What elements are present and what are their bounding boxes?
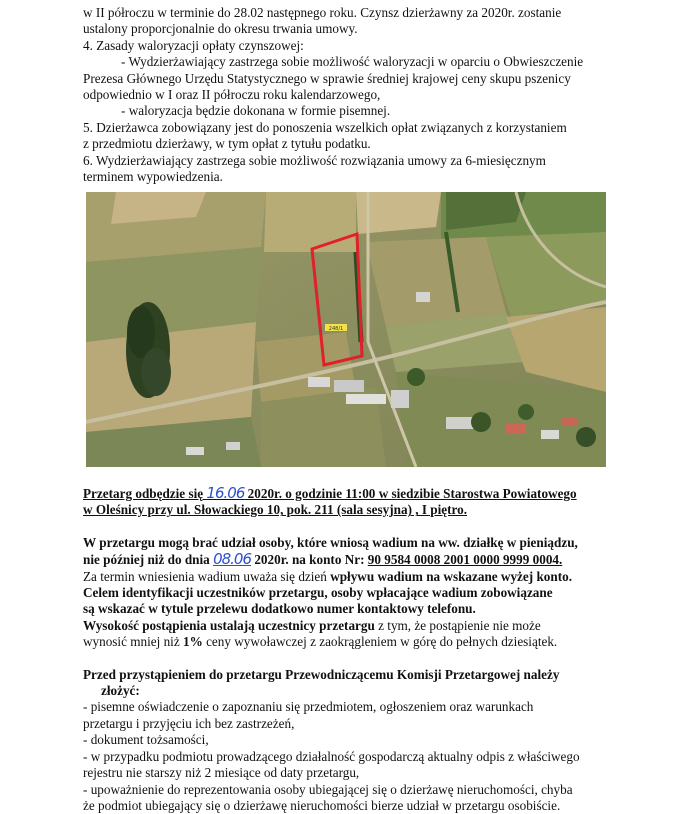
requirement-item: rejestru nie starszy niż 2 miesiące od daty przetargu, bbox=[83, 765, 360, 781]
auction-info-section bbox=[83, 485, 608, 814]
requirement-item: przetargu i przyjęciu ich bez zastrzeżeń, bbox=[83, 715, 295, 731]
aerial-photo-drawing bbox=[86, 192, 606, 467]
text-line: terminem wypowiedzenia. bbox=[83, 169, 223, 185]
auction-date-line bbox=[83, 485, 608, 502]
text-line: ustalony proporcjonalnie do okresu trwania umowy. bbox=[83, 21, 358, 37]
lease-terms-section bbox=[83, 5, 608, 185]
bank-account-number: 90 9584 0008 2001 0000 9999 0004. bbox=[367, 552, 563, 568]
deposit-line: Celem identyfikacji uczestników przetargu, osoby wpłacające wadium zobowiązane bbox=[83, 585, 553, 601]
requirements-heading: złożyć: bbox=[101, 683, 140, 699]
deposit-line: są wskazać w tytule przelewu dodatkowo numer kontaktowy telefonu. bbox=[83, 601, 476, 617]
requirement-item: że podmiot ubiegający się o dzierżawę nieruchomości bierze udział w przetargu osobiście. bbox=[83, 797, 561, 813]
auction-location-line: w Oleśnicy przy ul. Słowackiego 10, pok. 211 (sala sesyjna) , I piętro. bbox=[83, 502, 468, 518]
text-span: ceny wywoławczej z zaokrągleniem w górę do pełnych dziesiątek. bbox=[202, 634, 558, 650]
deposit-line: W przetargu mogą brać udział osoby, które wniosą wadium na ww. działkę w pieniądzu, bbox=[83, 534, 578, 550]
text-span: 2020r. o godzinie 11:00 w siedzibie Starostwa Powiatowego bbox=[244, 486, 577, 501]
text-line: 5. Dzierżawca zobowiązany jest do ponoszenia wszelkich opłat związanych z korzystaniem bbox=[83, 119, 567, 135]
text-span: Przetarg odbędzie się bbox=[83, 486, 207, 501]
text-line: - waloryzacja będzie dokonana w formie pisemnej. bbox=[121, 103, 391, 119]
handwritten-auction-date: 16.06 bbox=[206, 484, 245, 502]
text-span: wpływu wadium na wskazane wyżej konto. bbox=[330, 568, 572, 584]
requirement-item: - dokument tożsamości, bbox=[83, 732, 209, 748]
text-line: w II półroczu w terminie do 28.02 następnego roku. Czynsz dzierżawny za 2020r. zostanie bbox=[83, 5, 562, 20]
text-line: - Wydzierżawiający zastrzega sobie możliwość waloryzacji w oparciu o Obwieszczenie bbox=[121, 54, 584, 70]
text-line: odpowiednio w I oraz II półroczu roku kalendarzowego, bbox=[83, 87, 381, 103]
text-span: Wysokość postąpienia ustalają uczestnicy przetargu bbox=[83, 617, 375, 633]
deposit-line bbox=[83, 569, 608, 585]
plot-label: 248/1 bbox=[328, 326, 344, 332]
text-span: z tym, że postąpienie nie może bbox=[374, 617, 541, 633]
text-span: 2020r. na konto Nr: bbox=[251, 552, 368, 568]
handwritten-deposit-date: 08.06 bbox=[213, 550, 252, 569]
text-span: 1% bbox=[183, 634, 203, 650]
text-line: Prezesa Głównego Urzędu Statystycznego w sprawie średniej krajowej ceny skupu pszenicy bbox=[83, 70, 571, 86]
text-line: 4. Zasady waloryzacji opłaty czynszowej: bbox=[83, 37, 304, 53]
requirement-item: - upoważnienie do reprezentowania osoby ubiegającej się o dzierżawę nieruchomości, chyba bbox=[83, 781, 573, 797]
requirement-item: - w przypadku podmiotu prowadzącego działalność gospodarczą aktualny odpis z właściwego bbox=[83, 748, 580, 764]
text-span: wynosić mniej niż bbox=[83, 634, 183, 650]
text-span: nie później niż do dnia bbox=[83, 552, 214, 568]
aerial-map-image bbox=[86, 192, 606, 467]
deposit-line bbox=[83, 634, 608, 650]
text-span: Za termin wniesienia wadium uważa się dzień bbox=[83, 568, 331, 584]
text-line: 6. Wydzierżawiający zastrzega sobie możliwość rozwiązania umowy za 6-miesięcznym bbox=[83, 152, 546, 168]
deposit-line bbox=[83, 618, 608, 634]
deposit-deadline-line bbox=[83, 551, 608, 568]
text-line: z przedmiotu dzierżawy, w tym opłat z tytułu podatku. bbox=[83, 136, 371, 152]
requirements-heading: Przed przystąpieniem do przetargu Przewodniczącemu Komisji Przetargowej należy bbox=[83, 666, 560, 682]
requirement-item: - pisemne oświadczenie o zapoznaniu się przedmiotem, ogłoszeniem oraz warunkach bbox=[83, 699, 534, 715]
